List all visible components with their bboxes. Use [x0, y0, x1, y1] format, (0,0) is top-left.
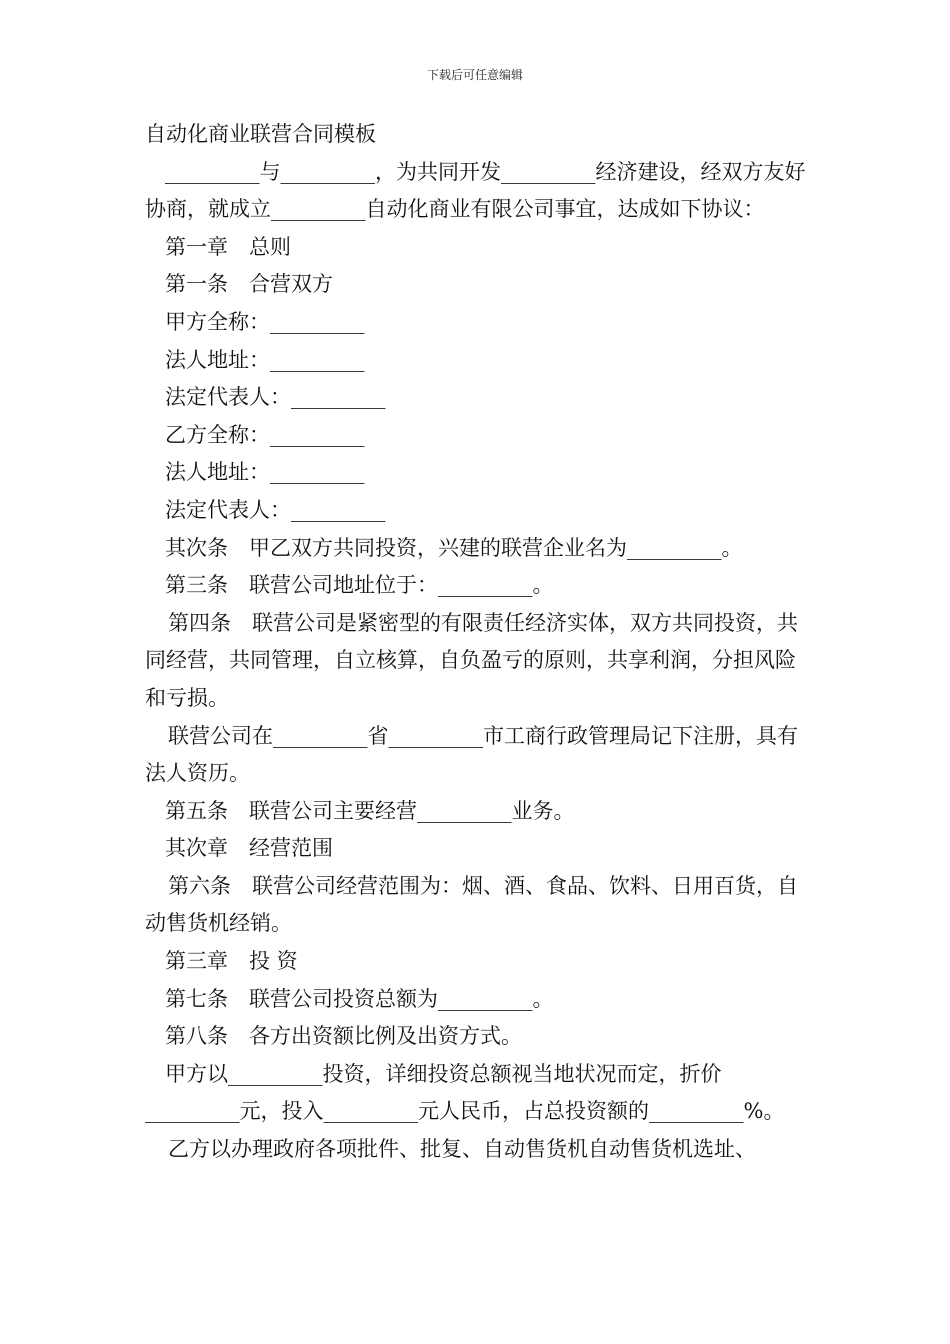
party-b-address: 法人地址：_________	[165, 460, 365, 485]
article-5: 第五条 联营公司主要经营_________业务。	[165, 798, 575, 823]
document-body	[145, 116, 815, 1169]
article-2: 其次条 甲乙双方共同投资，兴建的联营企业名为_________。	[165, 535, 743, 560]
party-b-name: 乙方全称：_________	[165, 422, 365, 447]
article-6: 第六条 联营公司经营范围为：烟、酒、食品、饮料、日用百货，自动售货机经销。	[145, 873, 798, 936]
party-a-address: 法人地址：_________	[165, 347, 365, 372]
chapter-2-heading: 其次章 经营范围	[165, 836, 333, 861]
paragraph-intro: _________与_________，为共同开发_________经济建设，经双方友好协商，就成立_________自动化商业有限公司事宜，达成如下协议：	[145, 159, 806, 222]
article-1: 第一条 合营双方	[165, 272, 333, 297]
party-a-name: 甲方全称：_________	[165, 309, 365, 334]
header-note: 下载后可任意编辑	[426, 68, 523, 82]
paragraph-registration: 联营公司在_________省_________市工商行政管理局记下注册，具有法人资历。	[145, 723, 798, 786]
article-3: 第三条 联营公司地址位于：_________。	[165, 573, 554, 598]
party-a-representative: 法定代表人：_________	[165, 385, 386, 410]
chapter-1-heading: 第一章 总则	[165, 234, 291, 259]
chapter-3-heading: 第三章 投 资	[165, 949, 298, 974]
document-title: 自动化商业联营合同模板	[145, 122, 376, 146]
paragraph-party-b-investment: 乙方以办理政府各项批件、批复、自动售货机自动售货机选址、	[168, 1137, 756, 1162]
article-8: 第八条 各方出资额比例及出资方式。	[165, 1024, 522, 1049]
paragraph-party-a-investment: 甲方以_________投资，详细投资总额视当地状况而定，折价_________元，投入_________元人民币，占总投资额的_________%。	[145, 1061, 785, 1124]
party-b-representative: 法定代表人：_________	[165, 497, 386, 522]
article-7: 第七条 联营公司投资总额为_________。	[165, 986, 554, 1011]
article-4: 第四条 联营公司是紧密型的有限责任经济实体，双方共同投资，共同经营，共同管理，自立核算，自负盈亏的原则，共享利润，分担风险和亏损。	[145, 610, 798, 710]
